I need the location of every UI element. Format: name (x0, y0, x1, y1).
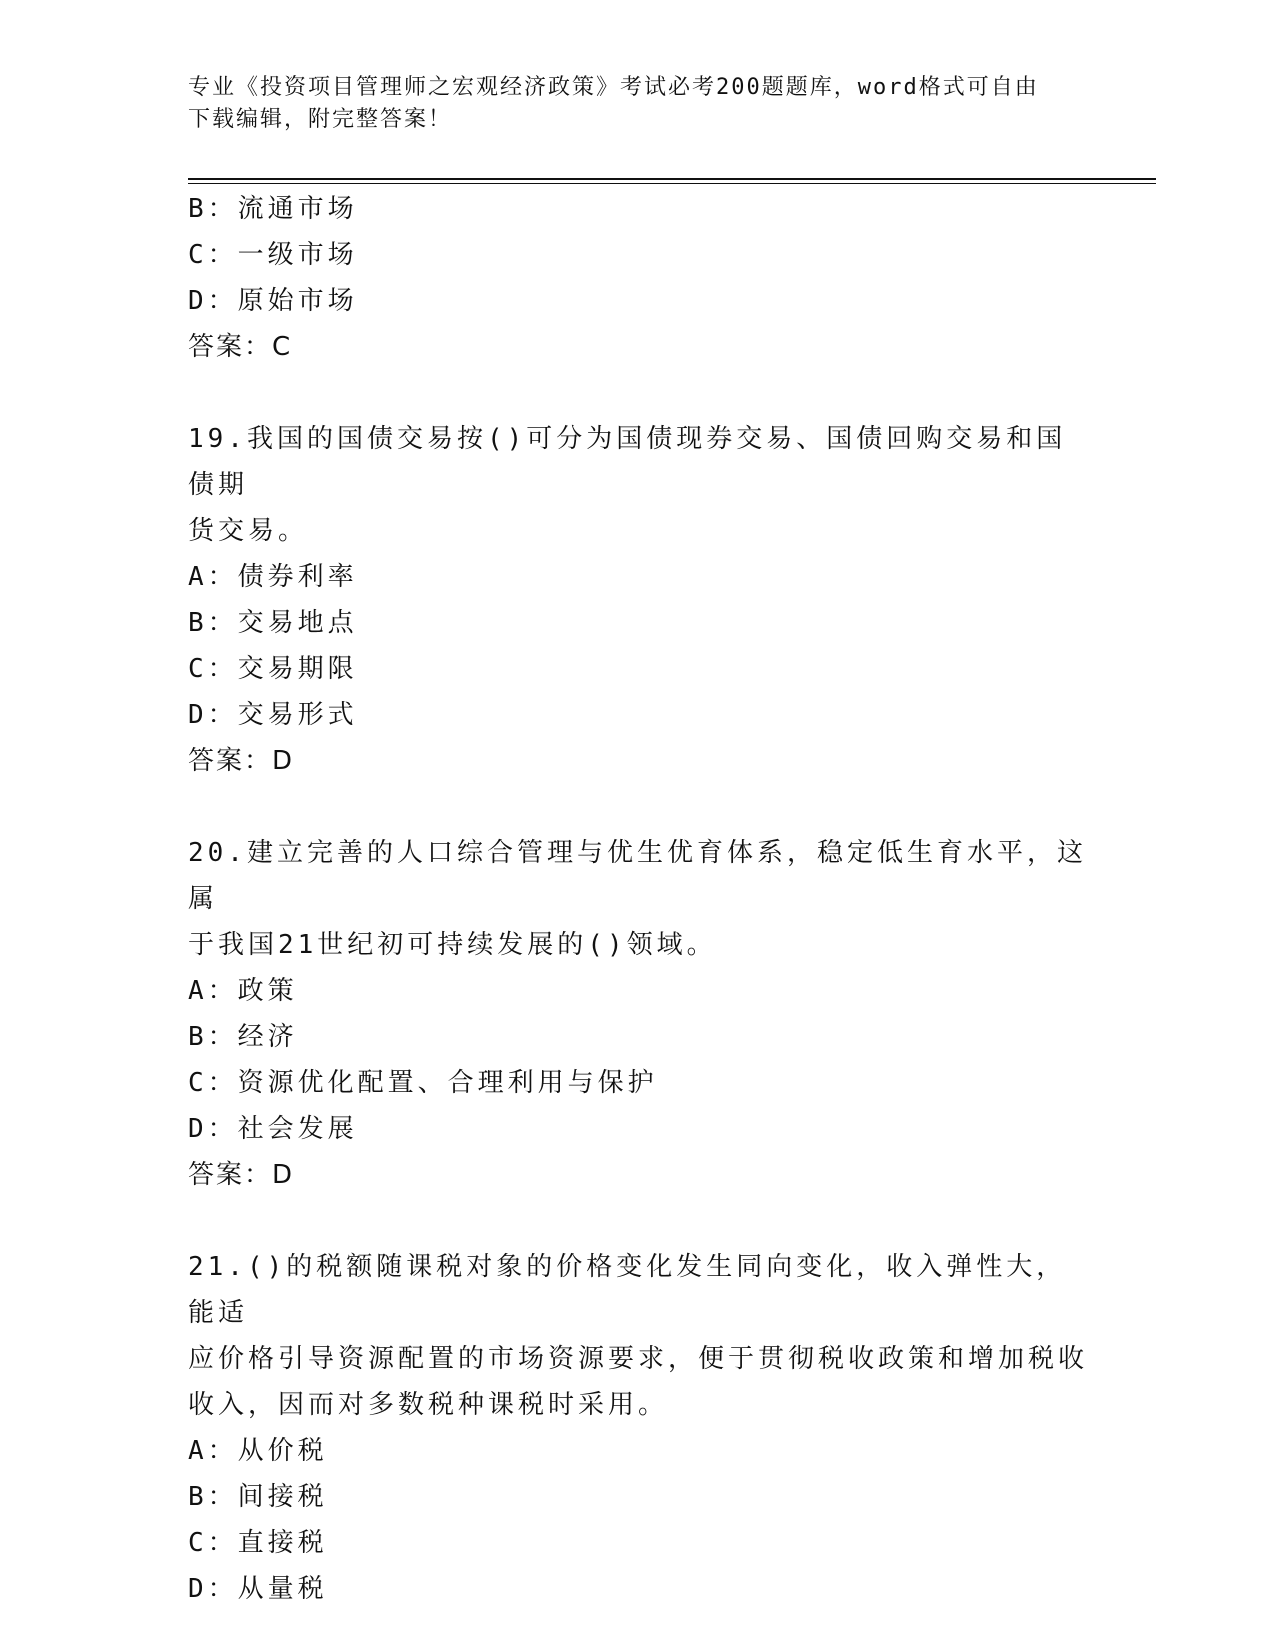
q18-option-c: C：一级市场 (188, 240, 358, 270)
q18-option-d: D：原始市场 (188, 286, 358, 316)
question-21-block (188, 1244, 1088, 1612)
header-line-1: 专业《投资项目管理师之宏观经济政策》考试必考200题题库，word格式可自由 (188, 75, 1039, 100)
q21-stem-line-2: 应价格引导资源配置的市场资源要求，便于贯彻税收政策和增加税收 (188, 1344, 1089, 1374)
q19-answer: 答案：D (188, 746, 295, 776)
header-line-2: 下载编辑，附完整答案！ (188, 107, 453, 132)
document-body (188, 186, 1088, 1612)
q20-option-d: D：社会发展 (188, 1114, 358, 1144)
document-header (188, 72, 1088, 136)
header-divider-thick (188, 178, 1156, 180)
q21-option-d: D：从量税 (188, 1574, 328, 1604)
q21-option-b: B：间接税 (188, 1482, 328, 1512)
q20-stem-line-2: 于我国21世纪初可持续发展的()领域。 (188, 930, 717, 960)
question-19-block (188, 416, 1088, 784)
q18-option-b: B：流通市场 (188, 194, 358, 224)
q19-option-d: D：交易形式 (188, 700, 358, 730)
q21-stem-line-3: 收入，因而对多数税种课税时采用。 (188, 1390, 669, 1420)
q20-stem-line-1: 20.建立完善的人口综合管理与优生优育体系，稳定低生育水平，这属 (188, 838, 1087, 914)
q19-option-c: C：交易期限 (188, 654, 358, 684)
question-18-block (188, 186, 1088, 370)
q21-option-a: A：从价税 (188, 1436, 328, 1466)
q21-stem-line-1: 21.()的税额随课税对象的价格变化发生同向变化，收入弹性大，能适 (188, 1252, 1067, 1328)
q19-stem-line-1: 19.我国的国债交易按()可分为国债现券交易、国债回购交易和国债期 (188, 424, 1067, 500)
q18-answer: 答案：C (188, 332, 293, 362)
q20-answer: 答案：D (188, 1160, 295, 1190)
q19-stem-line-2: 货交易。 (188, 516, 309, 546)
q21-option-c: C：直接税 (188, 1528, 328, 1558)
header-divider-thin (188, 183, 1156, 184)
q20-option-c: C：资源优化配置、合理利用与保护 (188, 1068, 658, 1098)
question-20-block (188, 830, 1088, 1198)
q19-option-b: B：交易地点 (188, 608, 358, 638)
q20-option-a: A：政策 (188, 976, 298, 1006)
q20-option-b: B：经济 (188, 1022, 298, 1052)
q19-option-a: A：债券利率 (188, 562, 358, 592)
